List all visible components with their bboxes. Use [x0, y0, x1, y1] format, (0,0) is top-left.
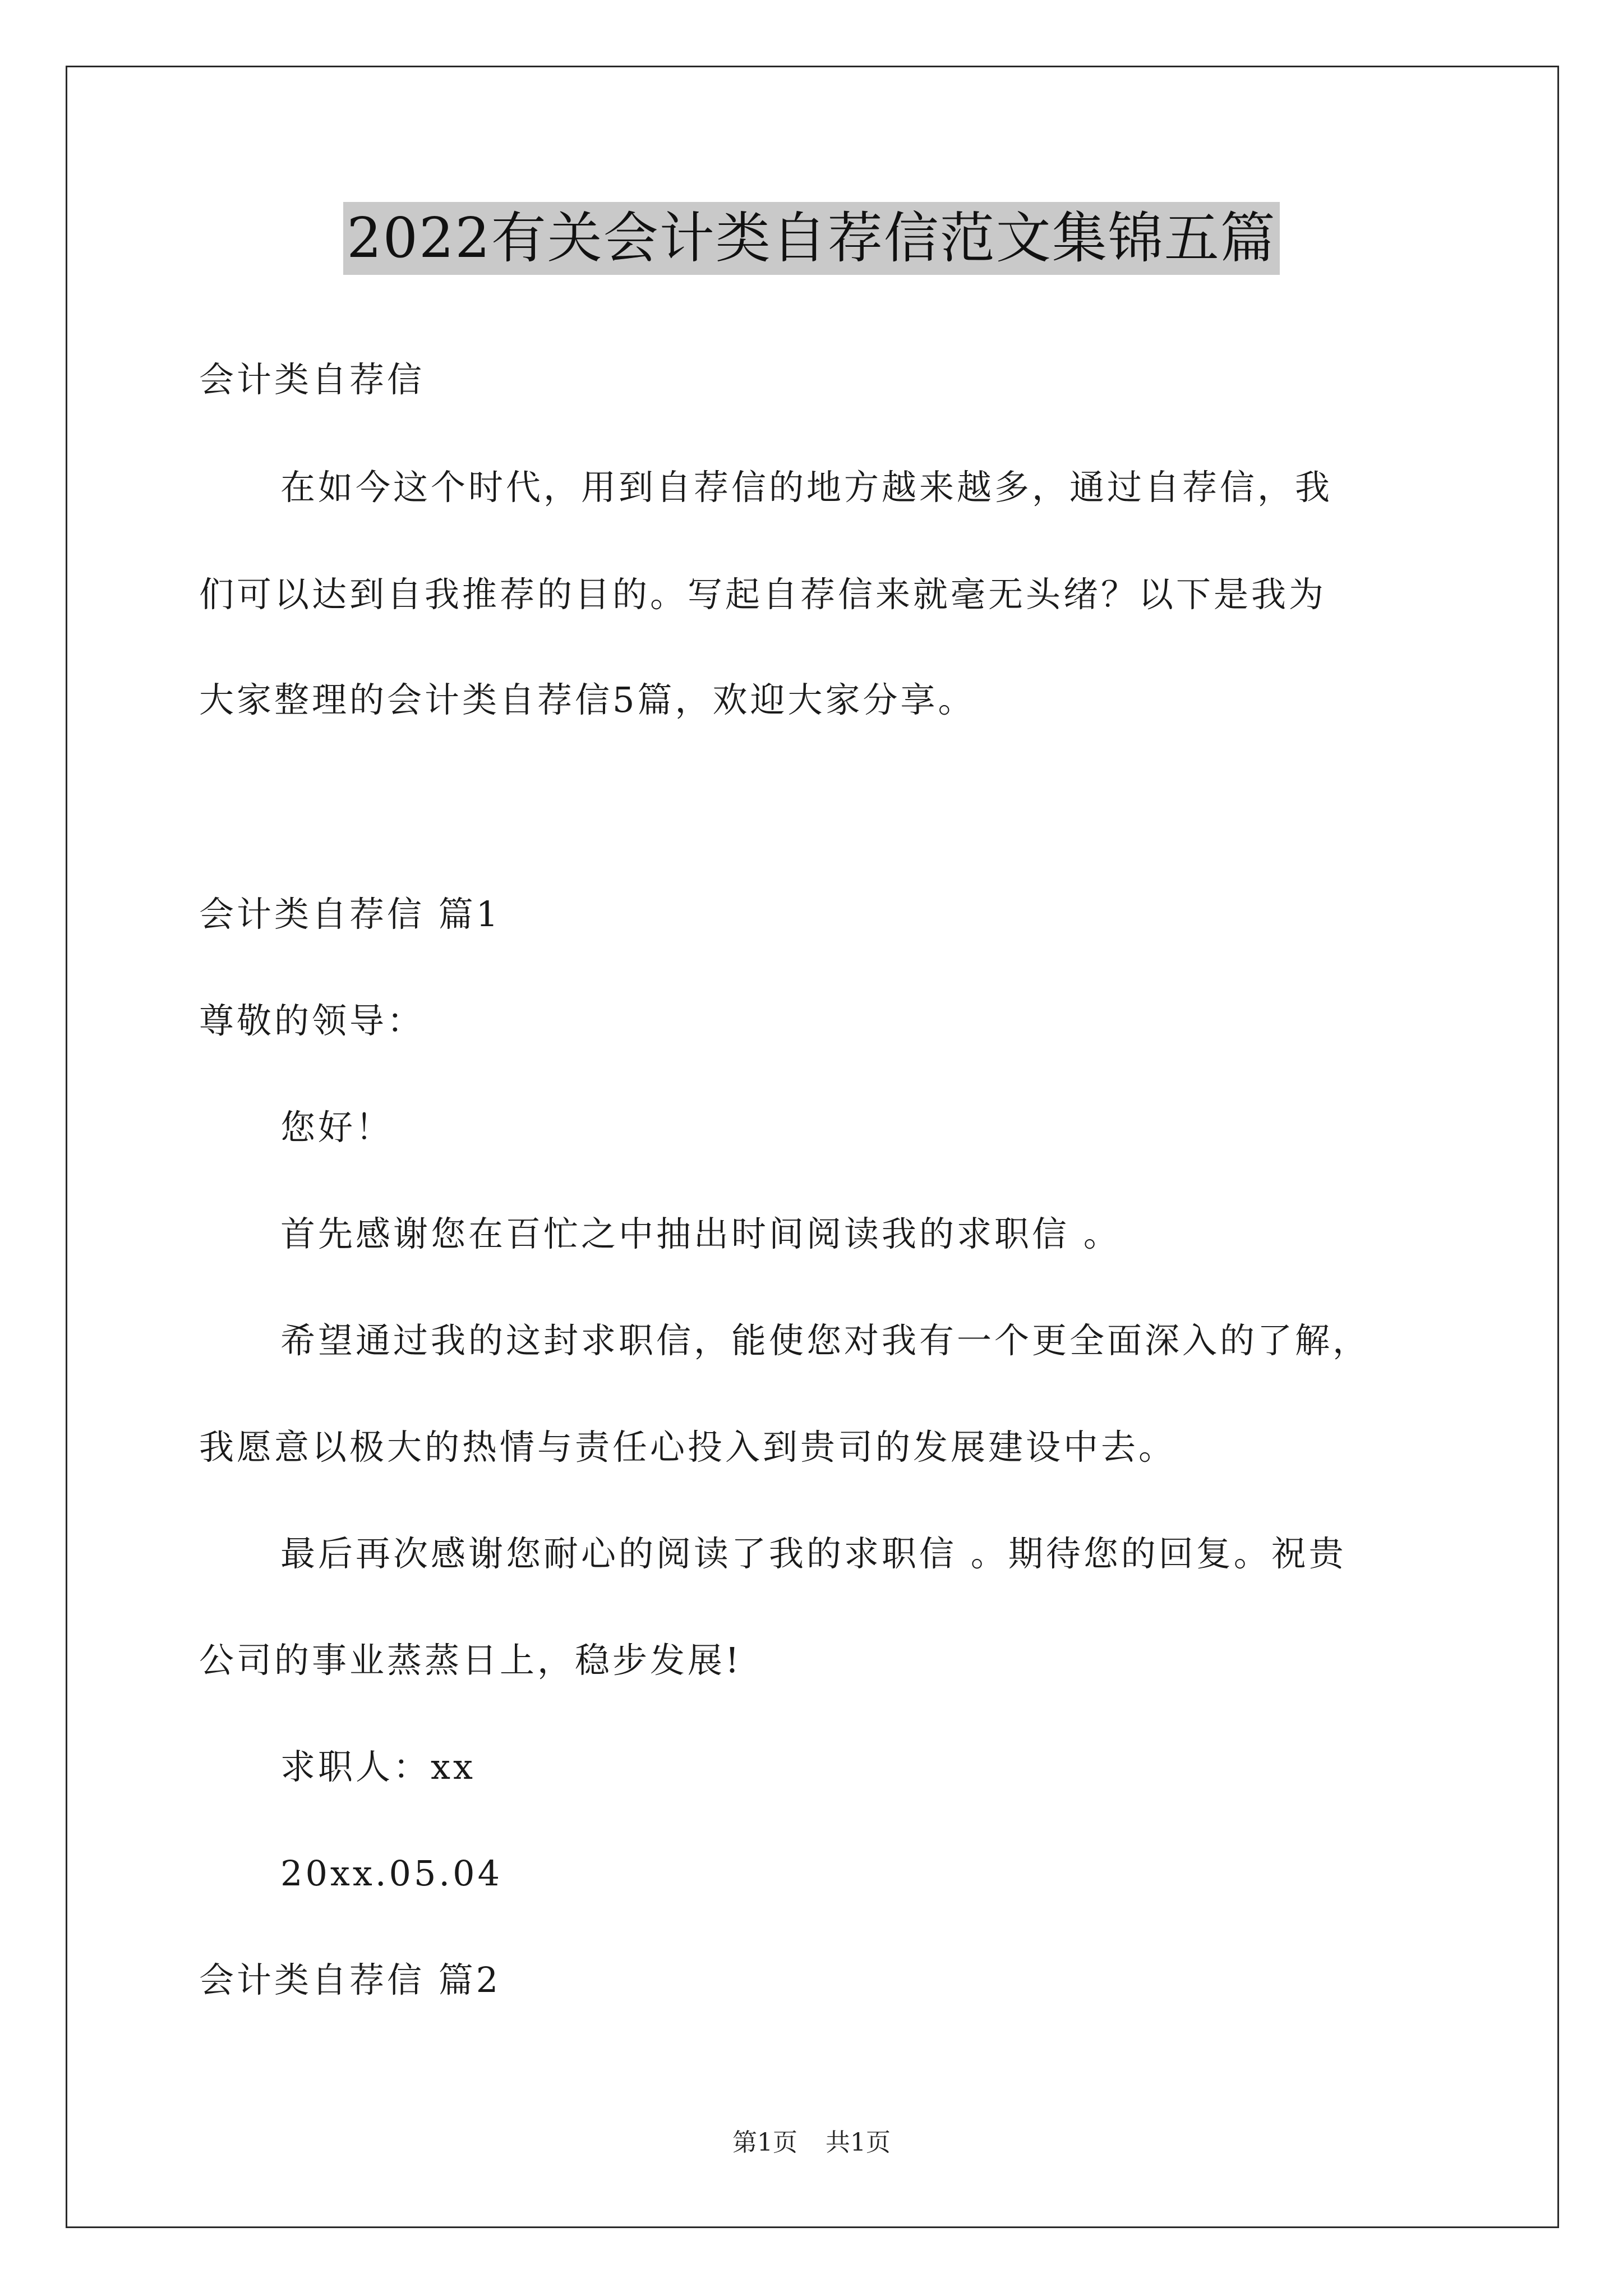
page-footer — [0, 2126, 1623, 2160]
intro-line-1: 在如今这个时代，用到自荐信的地方越来越多，通过自荐信，我 — [280, 467, 1333, 508]
paragraph-thanks: 首先感谢您在百忙之中抽出时间阅读我的求职信 。 — [280, 1213, 1121, 1254]
letter-1-heading: 会计类自荐信 篇1 — [199, 894, 501, 935]
section-heading: 会计类自荐信 — [199, 359, 425, 400]
salutation: 尊敬的领导： — [199, 1000, 425, 1041]
intro-line-3: 大家整理的会计类自荐信5篇，欢迎大家分享。 — [199, 679, 976, 720]
paragraph-closing-line-2: 公司的事业蒸蒸日上，稳步发展! — [199, 1640, 742, 1681]
paragraph-hope-line-2: 我愿意以极大的热情与责任心投入到贵司的发展建设中去。 — [199, 1427, 1177, 1467]
document-title: 2022有关会计类自荐信范文集锦五篇 — [343, 202, 1279, 275]
letter-2-heading: 会计类自荐信 篇2 — [199, 1959, 501, 2000]
intro-line-2: 们可以达到自我推荐的目的。写起自荐信来就毫无头绪？以下是我为 — [199, 574, 1327, 615]
paragraph-hope-line-1: 希望通过我的这封求职信，能使您对我有一个更全面深入的了解， — [280, 1320, 1371, 1361]
total-pages-label: 共1页 — [826, 2128, 891, 2157]
current-page-label: 第1页 — [732, 2128, 797, 2157]
letter-date: 20xx.05.04 — [280, 1853, 503, 1894]
title-container — [0, 202, 1623, 275]
applicant-signature: 求职人：xx — [280, 1746, 476, 1787]
greeting: 您好！ — [280, 1107, 394, 1148]
paragraph-closing-line-1: 最后再次感谢您耐心的阅读了我的求职信 。期待您的回复。祝贵 — [280, 1533, 1347, 1574]
